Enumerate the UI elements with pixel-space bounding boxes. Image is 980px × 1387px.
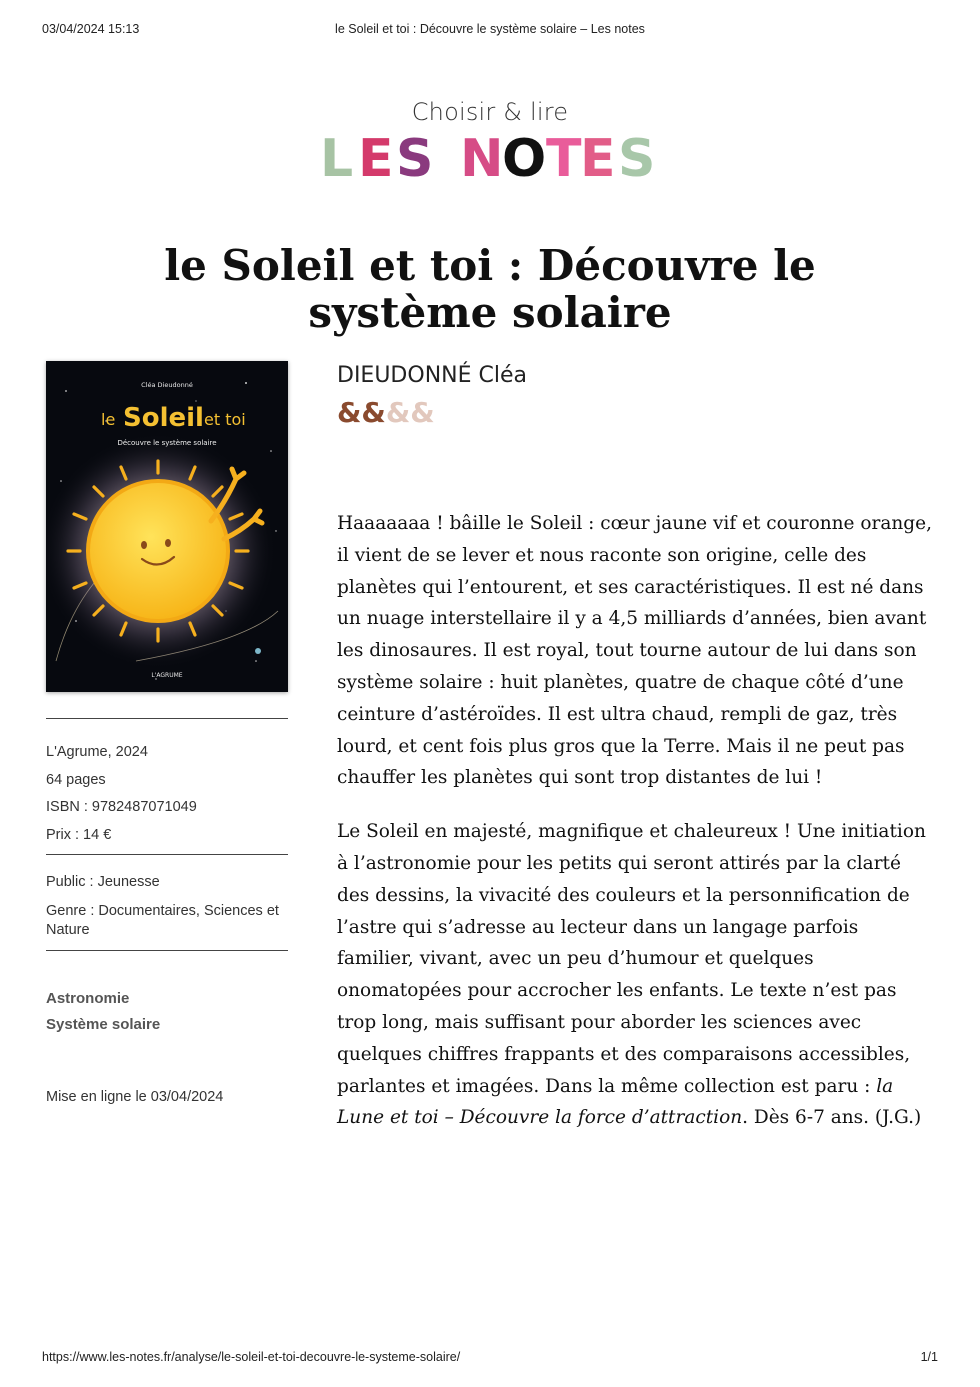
related-book-title: la Lune et toi – Découvre la force d’attraction (337, 1075, 894, 1129)
review-paragraph-1: Haaaaaaa ! bâille le Soleil : cœur jaune vif et couronne orange, il vient de se lever et nous raconte son origine, celle des planètes qui l’entourent, et ses caractéristiques. Il est né dans un nuage interstellaire il y a 4,5 milliards d’années, bien avant les dinosaures. Il est royal, tout tourne autour de lui dans son système solaire : huit planètes, quatre de chaque côté d’une ceinture d’astéroïdes. Il est ultra chaud, rempli de gaz, très lourd, et cent fois plus gros que la Terre. Mais il ne peut pas chauffer les planètes qui sont trop distantes de lui ! (337, 513, 932, 789)
classification-details (46, 855, 288, 950)
book-author[interactable]: DIEUDONNÉ Cléa (337, 363, 527, 388)
book-sidebar (46, 718, 288, 1105)
tag-list (46, 986, 288, 1039)
print-url: https://www.les-notes.fr/analyse/le-soleil-et-toi-decouvre-le-systeme-solaire/ (42, 1350, 461, 1364)
divider (46, 950, 288, 951)
cover-publisher: L'AGRUME (151, 672, 183, 679)
logo-letter-e1: E (358, 132, 394, 184)
rating-mark-empty: & (385, 396, 411, 429)
logo-letter-l: L (320, 132, 354, 184)
print-page-number: 1/1 (920, 1350, 938, 1364)
logo-letter-s1: S (396, 132, 434, 184)
book-cover[interactable] (46, 361, 288, 692)
logo-wordmark (320, 132, 660, 184)
review-paragraph-2-end: . Dès 6-7 ans. (J.G.) (742, 1107, 922, 1129)
meta-audience: Public : Jeunesse (46, 874, 160, 890)
cover-subtitle: Découvre le système solaire (117, 439, 217, 447)
publication-details (46, 719, 288, 854)
review-paragraph-2-text: Le Soleil en majesté, magnifique et chaleureux ! Une initiation à l’astronomie pour les petits qui seront attirés par la clarté des dessins, la vivacité des couleurs et la personnification de l’astre qui s’adresse au lecteur dans un langage parfois familier, vivant, avec un peu d’humour et quelques onomatopées pour accrocher les enfants. Le texte n’est pas trop long, mais suffisant pour aborder les sciences avec quelques chiffres frappants et des comparaisons accessibles, parlantes et imagées. Dans la même collection est paru : (337, 821, 926, 1097)
print-timestamp: 03/04/2024 15:13 (42, 22, 140, 36)
cover-title-et-toi: et toi (204, 410, 246, 429)
cover-author: Cléa Dieudonné (141, 381, 193, 389)
logo-letter-o: O (502, 132, 547, 184)
site-logo[interactable] (0, 98, 980, 184)
meta-isbn: ISBN : 9782487071049 (46, 799, 197, 815)
review-paragraph-2 (337, 816, 937, 1134)
tag-link[interactable]: Astronomie (46, 989, 130, 1007)
cover-title-le: le (101, 410, 116, 429)
review-content (337, 362, 937, 1156)
review-body (337, 508, 937, 1134)
publish-date: Mise en ligne le 03/04/2024 (46, 1088, 224, 1105)
book-cover-illustration (46, 361, 288, 692)
page-title: le Soleil et toi : Découvre le système solaire (164, 241, 816, 337)
meta-pages: 64 pages (46, 771, 106, 788)
logo-tagline: Choisir & lire (411, 98, 569, 126)
meta-price: Prix : 14 € (46, 826, 112, 843)
meta-genre: Genre : Documentaires, Sciences et Nature (46, 902, 279, 938)
logo-letter-t: T (546, 132, 582, 184)
logo-letter-e2: E (580, 132, 616, 184)
logo-letter-s2: S (618, 132, 656, 184)
rating (337, 397, 937, 429)
tag-link[interactable]: Système solaire (46, 1016, 161, 1033)
rating-mark-filled: & (337, 396, 362, 429)
cover-title-soleil: Soleil (123, 403, 204, 433)
print-header (42, 22, 938, 40)
print-page-title: le Soleil et toi : Découvre le système solaire – Les notes (335, 22, 645, 36)
rating-mark-filled: & (361, 396, 386, 429)
rating-mark-empty: & (410, 396, 435, 429)
meta-publisher: L'Agrume, 2024 (46, 744, 148, 760)
logo-letter-n: N (460, 132, 504, 184)
